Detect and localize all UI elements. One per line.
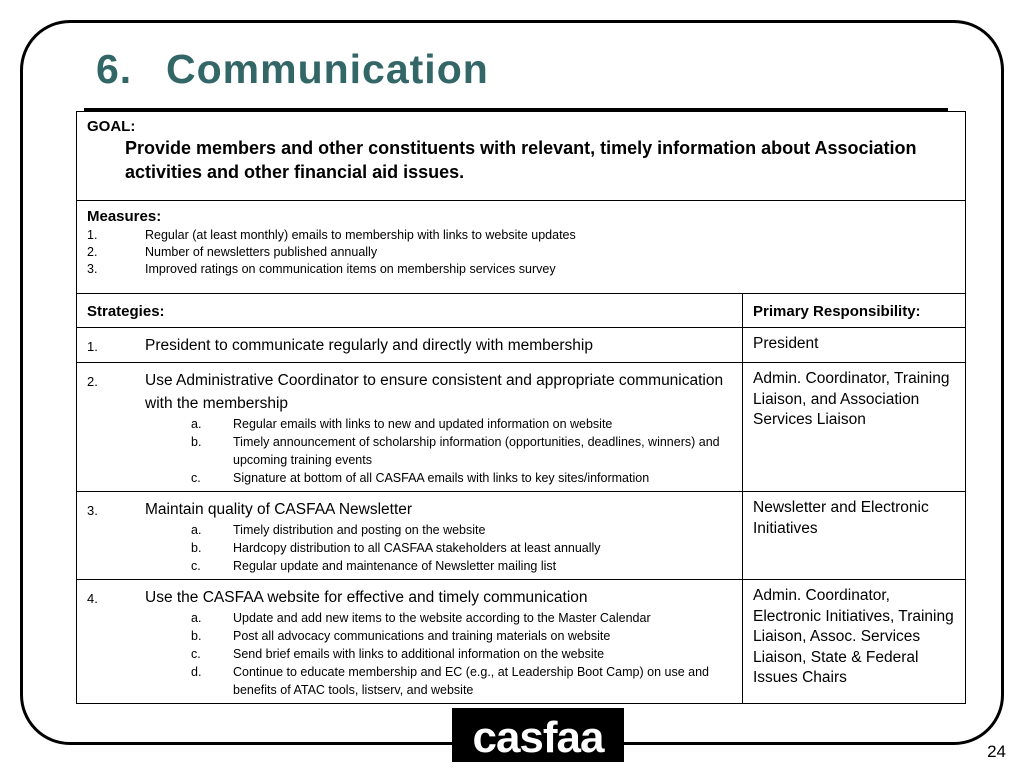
strategy-number: 2.	[87, 374, 98, 389]
sub-letter: c.	[191, 647, 201, 661]
goal-cell	[77, 112, 966, 201]
strategy-text: President to communicate regularly and directly with membership	[145, 337, 593, 354]
measure-number: 3.	[87, 262, 98, 276]
measure-text: Regular (at least monthly) emails to membership with links to website updates	[145, 228, 576, 242]
measure-item	[87, 261, 955, 278]
measures-row	[77, 201, 966, 294]
measure-item	[87, 227, 955, 244]
title-text: Communication	[166, 46, 489, 92]
sub-text: Regular emails with links to new and updated information on website	[233, 417, 613, 431]
sub-text: Timely distribution and posting on the website	[233, 523, 486, 537]
sub-item	[87, 539, 732, 557]
sub-text: Signature at bottom of all CASFAA emails with links to key sites/information	[233, 471, 650, 485]
measure-text: Number of newsletters published annually	[145, 245, 378, 259]
strategy-text: Use the CASFAA website for effective and timely communication	[145, 589, 588, 606]
strategy-cell	[77, 492, 743, 580]
sub-item	[87, 415, 732, 433]
sub-item	[87, 645, 732, 663]
sub-item	[87, 557, 732, 575]
sub-letter: d.	[191, 665, 202, 679]
measures-label: Measures:	[87, 208, 162, 225]
measure-item	[87, 244, 955, 261]
slide-title	[96, 46, 489, 93]
sub-text: Continue to educate membership and EC (e.g., at Leadership Boot Camp) on use and benefits of ATAC tools, listserv, and website	[233, 665, 709, 697]
strategy-row-1	[77, 328, 966, 363]
strategic-plan-table	[76, 111, 966, 704]
strategy-line	[87, 498, 732, 521]
sub-item	[87, 627, 732, 645]
sub-text: Send brief emails with links to additional information on the website	[233, 647, 605, 661]
sub-item	[87, 433, 732, 469]
sub-letter: b.	[191, 541, 202, 555]
goal-label: GOAL:	[87, 118, 136, 135]
strategy-number: 3.	[87, 503, 98, 518]
sub-letter: b.	[191, 435, 202, 449]
sub-text: Regular update and maintenance of Newsletter mailing list	[233, 559, 557, 573]
strategy-row-4	[77, 580, 966, 704]
strategy-line	[87, 586, 732, 609]
responsibility-cell: Admin. Coordinator, Training Liaison, and Association Services Liaison	[743, 363, 966, 492]
strategy-number: 1.	[87, 339, 98, 354]
measures-cell	[77, 201, 966, 294]
strategy-line	[87, 334, 732, 357]
page-number: 24	[987, 742, 1006, 761]
sub-item	[87, 521, 732, 539]
strategy-row-2	[77, 363, 966, 492]
casfaa-logo	[452, 708, 624, 762]
strategies-header: Strategies:	[77, 294, 743, 328]
sub-letter: a.	[191, 611, 202, 625]
sub-text: Post all advocacy communications and training materials on website	[233, 629, 611, 643]
responsibility-cell: President	[743, 328, 966, 363]
header-row	[77, 294, 966, 328]
measure-text: Improved ratings on communication items on membership services survey	[145, 262, 556, 276]
responsibility-cell: Newsletter and Electronic Initiatives	[743, 492, 966, 580]
sub-item	[87, 663, 732, 699]
strategy-text: Maintain quality of CASFAA Newsletter	[145, 501, 413, 518]
logo-text: casfaa	[472, 713, 604, 762]
measure-number: 2.	[87, 245, 98, 259]
sub-letter: a.	[191, 523, 202, 537]
sub-letter: c.	[191, 471, 201, 485]
strategy-text: Use Administrative Coordinator to ensure consistent and appropriate communication with the membership	[145, 372, 724, 412]
responsibility-cell: Admin. Coordinator, Electronic Initiatives, Training Liaison, Assoc. Services Liaison, State & Federal Issues Chairs	[743, 580, 966, 704]
title-number: 6.	[96, 46, 133, 92]
sub-item	[87, 609, 732, 627]
responsibility-header: Primary Responsibility:	[743, 294, 966, 328]
sub-letter: a.	[191, 417, 202, 431]
measure-number: 1.	[87, 228, 98, 242]
sub-text: Hardcopy distribution to all CASFAA stakeholders at least annually	[233, 541, 601, 555]
strategy-row-3	[77, 492, 966, 580]
strategy-number: 4.	[87, 591, 98, 606]
strategy-cell	[77, 363, 743, 492]
sub-item	[87, 469, 732, 487]
goal-text: Provide members and other constituents with relevant, timely information about Association activities and other financial aid issues.	[125, 138, 917, 182]
sub-letter: c.	[191, 559, 201, 573]
strategy-line	[87, 369, 732, 415]
strategy-cell	[77, 328, 743, 363]
sub-text: Update and add new items to the website according to the Master Calendar	[233, 611, 651, 625]
goal-row	[77, 112, 966, 201]
sub-text: Timely announcement of scholarship information (opportunities, deadlines, winners) and upcoming training events	[233, 435, 720, 467]
sub-letter: b.	[191, 629, 202, 643]
strategy-cell	[77, 580, 743, 704]
